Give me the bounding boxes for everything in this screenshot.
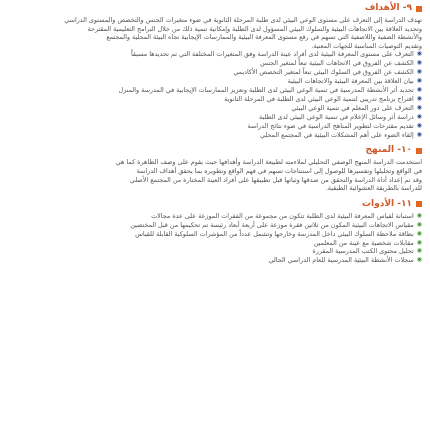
list-item xyxy=(8,113,422,122)
list-item-text: بيان العلاقة بين المعرفة البيئية والاتجاهات البيئية xyxy=(287,77,414,86)
list-item xyxy=(8,104,422,113)
list-item xyxy=(8,212,422,221)
list-item-text: تحديد أثر الأنشطة المدرسية في تنمية الوعي البيئي لدى الطلبة وتعزيز الممارسات الإيجابية في المدرسة والمنزل xyxy=(118,86,414,94)
list-item-text: مقابلات شخصية مع عينة من المعلمين xyxy=(313,238,414,247)
bullet-icon: ◉ xyxy=(416,256,422,264)
section-heading-objectives xyxy=(8,3,422,14)
list-item-text: مقياس الاتجاهات البيئية المكون من ثلاثين فقرة موزعة على أربعة أبعاد رئيسة تم تحكيمها من قبل المختصين xyxy=(130,220,414,229)
list-item-text: دراسة أثر وسائل الإعلام في تنمية الوعي البيئي لدى الطلبة xyxy=(259,112,414,121)
bullet-icon: ◉ xyxy=(416,121,422,129)
paragraph-line: وقد تم إعداد أداة الدراسة والتحقق من صدقها وثباتها قبل تطبيقها على أفراد العينة المختارة من المجتمع الأصلي xyxy=(129,175,422,184)
bullet-icon: ◉ xyxy=(416,68,422,76)
list-item-text: اقتراح برنامج تدريبي لتنمية الوعي البيئي لدى الطلبة في المرحلة الثانوية xyxy=(224,94,414,103)
list-item xyxy=(8,86,422,95)
list-item xyxy=(8,77,422,86)
bullet-icon: ◉ xyxy=(416,50,422,58)
paragraph-line: استخدمت الدراسة المنهج الوصفي التحليلي لملاءمته لطبيعة الدراسة وأهدافها حيث يقوم على وصف الظاهرة كما هي xyxy=(115,158,422,167)
list-item xyxy=(8,247,422,256)
bullet-icon: ◉ xyxy=(416,220,422,228)
bullet-icon: ◉ xyxy=(416,211,422,219)
paragraph-line: وتقديم التوصيات المناسبة للجهات المعنية. xyxy=(311,41,422,50)
list-item-text: استبانة لقياس المعرفة البيئية لدى الطلبة تتكون من مجموعة من الفقرات الموزعة على عدة مجالات xyxy=(151,211,414,220)
list-item-text: التعرف على مستوى المعرفة البيئية لدى أفراد عينة الدراسة وفق المتغيرات المختلفة التي تم تحديدها مسبقاً xyxy=(130,50,414,59)
paragraph-line: تهدف الدراسة إلى التعرف على مستوى الوعي البيئي لدى طلبة المرحلة الثانوية في ضوء متغيرات الجنس والتخصص والمستوى الدراسي xyxy=(64,16,422,24)
heading-square-icon xyxy=(416,201,422,207)
paragraph-line: والأنشطة الصفية واللاصفية التي تسهم في رفع مستوى المعرفة البيئية والممارسات الإيجابية تجاه البيئة المحلية والمجتمع xyxy=(106,33,422,42)
bullet-icon: ◉ xyxy=(416,238,422,246)
list-item-text: سجلات الأنشطة البيئية المدرسية للعام الدراسي الحالي xyxy=(268,256,414,265)
paragraph-line: وتحديد العلاقة بين الاتجاهات البيئية والسلوك البيئي المسؤول لدى الطلبة وإمكانية تنمية ذلك من خلال البرامج التعليمية المقترحة xyxy=(87,24,422,33)
paragraph-line: للدراسة بالطريقة العشوائية الطبقية. xyxy=(325,184,422,193)
list-item xyxy=(8,256,422,265)
bullet-icon: ◉ xyxy=(416,103,422,111)
bullet-icon: ◉ xyxy=(416,130,422,138)
bullet-icon: ◉ xyxy=(416,112,422,120)
list-item xyxy=(8,131,422,140)
bullet-icon: ◉ xyxy=(416,86,422,93)
list-item-text: التعرف على دور المعلم في تنمية الوعي البيئي xyxy=(291,103,414,112)
list-item xyxy=(8,230,422,239)
section-heading-tools xyxy=(8,199,422,210)
bullet-icon: ◉ xyxy=(416,59,422,67)
heading-square-icon xyxy=(416,148,422,154)
section-title: ٩- الأهداف xyxy=(364,3,412,13)
list-item xyxy=(8,122,422,131)
list-item xyxy=(8,59,422,68)
list-item-text: الكشف عن الفروق في السلوك البيئي تبعاً لمتغير التخصص الأكاديمي xyxy=(233,68,414,77)
list-item xyxy=(8,50,422,59)
paragraph-line: في الواقع وتحليلها وتفسيرها للوصول إلى استنتاجات تسهم في فهم الواقع وتطويره بما يحقق أهداف الدراسة xyxy=(136,167,422,176)
list-item xyxy=(8,239,422,248)
section-heading-method xyxy=(8,145,422,156)
section-title: ١١- الأدوات xyxy=(362,198,412,209)
list-item-text: تقديم مقترحات لتطوير المناهج الدراسية في ضوء نتائج الدراسة xyxy=(247,121,414,130)
bullet-icon: ◉ xyxy=(416,94,422,102)
list-item xyxy=(8,95,422,104)
heading-square-icon xyxy=(416,6,422,12)
bullet-icon: ◉ xyxy=(416,77,422,85)
section-title: ١٠- المنهج xyxy=(365,145,412,156)
list-item xyxy=(8,221,422,230)
list-item-text: بطاقة ملاحظة السلوك البيئي داخل المدرسة وخارجها وتشمل عدداً من المؤشرات السلوكية القابلة للقياس xyxy=(135,229,414,238)
bullet-icon: ◉ xyxy=(416,247,422,255)
list-item-text: تحليل محتوى الكتب المدرسية المقررة xyxy=(312,247,414,256)
bullet-icon: ◉ xyxy=(416,229,422,237)
list-item xyxy=(8,68,422,77)
list-item-text: إلقاء الضوء على أهم المشكلات البيئية في المجتمع المحلي xyxy=(260,130,414,139)
list-item-text: الكشف عن الفروق في الاتجاهات البيئية تبعاً لمتغير الجنس xyxy=(260,59,414,68)
